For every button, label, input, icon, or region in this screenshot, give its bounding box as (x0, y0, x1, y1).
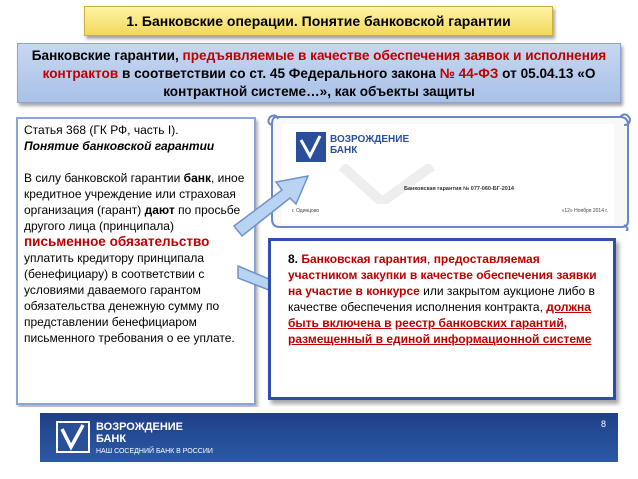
def-give: дают (144, 203, 175, 217)
req-t1: или закрытом аукционе либо в качестве обеспечения исполнения контракта, (288, 284, 595, 314)
req-r5: размещенный в единой информационной системе (288, 332, 592, 346)
law-requirement-box (268, 238, 616, 400)
doc-bank-name-1: ВОЗРОЖДЕНИЕ (330, 134, 410, 145)
req-num: 8. (288, 252, 302, 266)
subtitle-part4: № 44-ФЗ (439, 66, 499, 81)
watermark-icon (322, 164, 522, 204)
slide-title (84, 6, 553, 36)
def-t2: , иное кредитное учреждение или страховая организация (гарант) (24, 171, 245, 217)
req-r4: реестр банковских гарантий, (394, 316, 568, 330)
def-t4: уплатить кредитору принципала (бенефициару) в соответствии с условиями даваемого гарантом обязательства денежную сумму по представлении бенефициаром письменного требования о ее уплате. (24, 251, 235, 345)
doc-heading: Банковская гарантия № 077-060-БГ-2014 (404, 186, 514, 192)
def-t3: по просьбе другого лица (принципала) (24, 203, 241, 233)
footer-band (40, 413, 618, 462)
definition-text (24, 170, 248, 346)
slide-title-text: 1. Банковские операции. Понятие банковской гарантии (126, 13, 511, 29)
req-comma: , (427, 252, 434, 266)
bank-logo-icon (56, 421, 90, 453)
footer-logo-text (96, 421, 183, 445)
article-heading: Понятие банковской гарантии (24, 139, 215, 153)
requirement-text (288, 251, 601, 347)
footer (16, 407, 622, 465)
doc-bank-name (330, 134, 409, 156)
def-obligation: письменное обязательство (24, 234, 210, 249)
doc-logo-icon (296, 132, 326, 162)
req-r2: предоставляемая участником закупки в качестве обеспечения заявки на участие в конкурсе (288, 252, 597, 298)
doc-date: «12» Ноября 2014 г. (561, 208, 608, 214)
subtitle-part5: от 05.04.13 «О контрактной системе…», как объекты защиты (163, 66, 596, 99)
definition-box (16, 117, 256, 405)
req-r1: Банковская гарантия (301, 252, 428, 266)
arrow-up-right-icon (230, 170, 320, 240)
def-bank: банк (183, 171, 212, 185)
footer-logo-1: ВОЗРОЖДЕНИЕ (96, 421, 184, 433)
req-r3: должна быть включена в (288, 300, 591, 330)
page-number: 8 (600, 419, 606, 429)
subtitle-part3: в соответствии со ст. 45 Федерального закона (118, 66, 440, 81)
guarantee-document (282, 124, 614, 224)
article-ref: Статья 368 (ГК РФ, часть I). (24, 123, 179, 137)
footer-tagline: НАШ СОСЕДНИЙ БАНК В РОССИИ (96, 448, 213, 455)
doc-bank-name-2: БАНК (330, 145, 358, 156)
subtitle-part2: предъявляемые в качестве обеспечения заявок и исполнения контрактов (42, 48, 607, 81)
def-t1: В силу банковской гарантии (24, 171, 184, 185)
subtitle-box (17, 43, 621, 103)
subtitle-part1: Банковские гарантии, (31, 48, 183, 63)
doc-city: г. Одинцово (292, 208, 320, 214)
footer-logo-2: БАНК (96, 433, 127, 445)
